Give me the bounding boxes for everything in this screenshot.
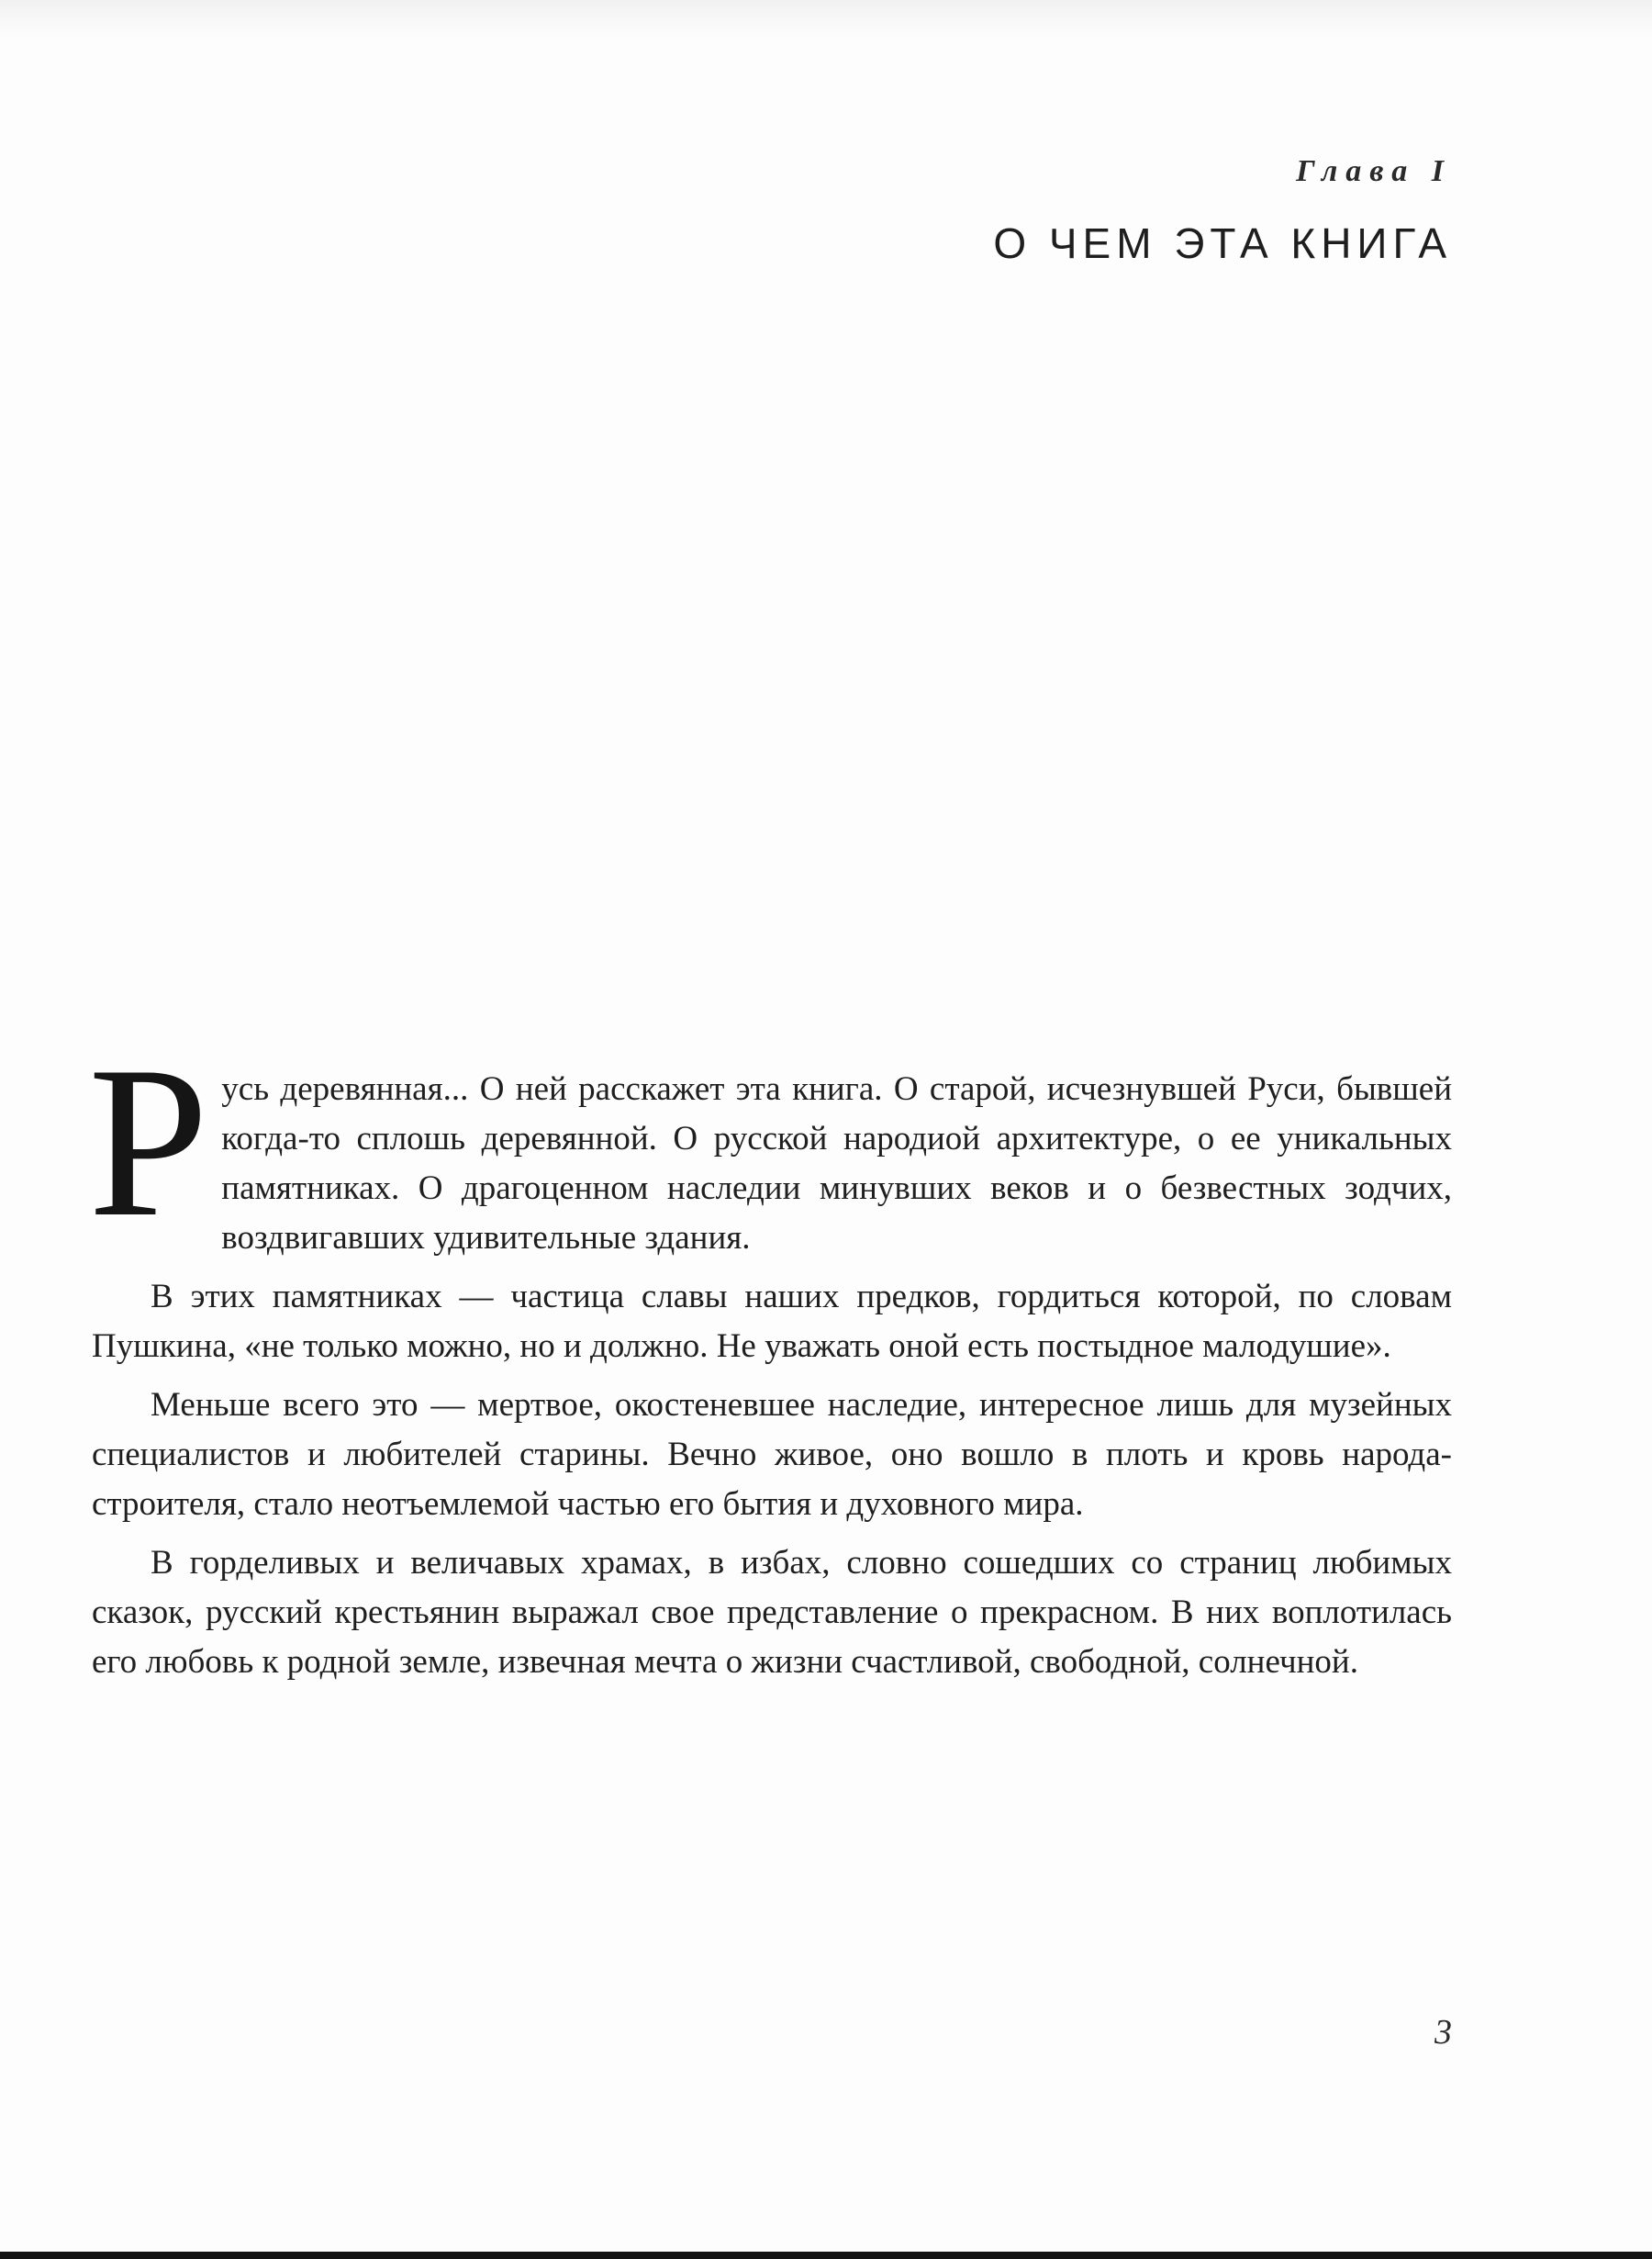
scan-bottom-edge <box>0 2252 1652 2259</box>
lead-paragraph <box>88 1023 1452 1263</box>
chapter-title: О ЧЕМ ЭТА КНИГА <box>993 219 1452 267</box>
paragraph-2: В этих памятниках — частица славы наших предков, гордиться которой, по словам Пушкина, «не только можно, но и должно. Не уважать оной есть постыдное малодушие». <box>92 1278 1452 1365</box>
lead-paragraph-text: усь деревянная... О ней расскажет эта книга. О старой, исчезнувшей Руси, бывшей когда-то сплошь деревянной. О русской народиой архитектуре, о ее уникальных памятниках. О драгоценном наследии минувших веков и о безвестных зодчих, воздвигавших удивительные здания. <box>221 1070 1452 1257</box>
drop-cap-letter: Р <box>88 1023 209 1262</box>
paragraph-3: Меньше всего это — мертвое, окостеневшее наследие, интересное лишь для музейных специалистов и любителей старины. Вечно живое, оно вошло в плоть и кровь народа-строителя, стало неотъемлемой частью его бытия и духовного мира. <box>92 1386 1452 1523</box>
body-text <box>88 1023 1452 1696</box>
paragraph-4: В горделивых и величавых храмах, в избах, словно сошедших со страниц любимых сказок, русский крестьянин выражал свое представление о прекрасном. В них воплотилась его любовь к родной земле, извечная мечта о жизни счастливой, свободной, солнечной. <box>92 1544 1452 1681</box>
scan-shadow <box>0 0 1652 37</box>
page-number: 3 <box>1434 2013 1452 2052</box>
chapter-label: Глава I <box>1296 154 1452 188</box>
